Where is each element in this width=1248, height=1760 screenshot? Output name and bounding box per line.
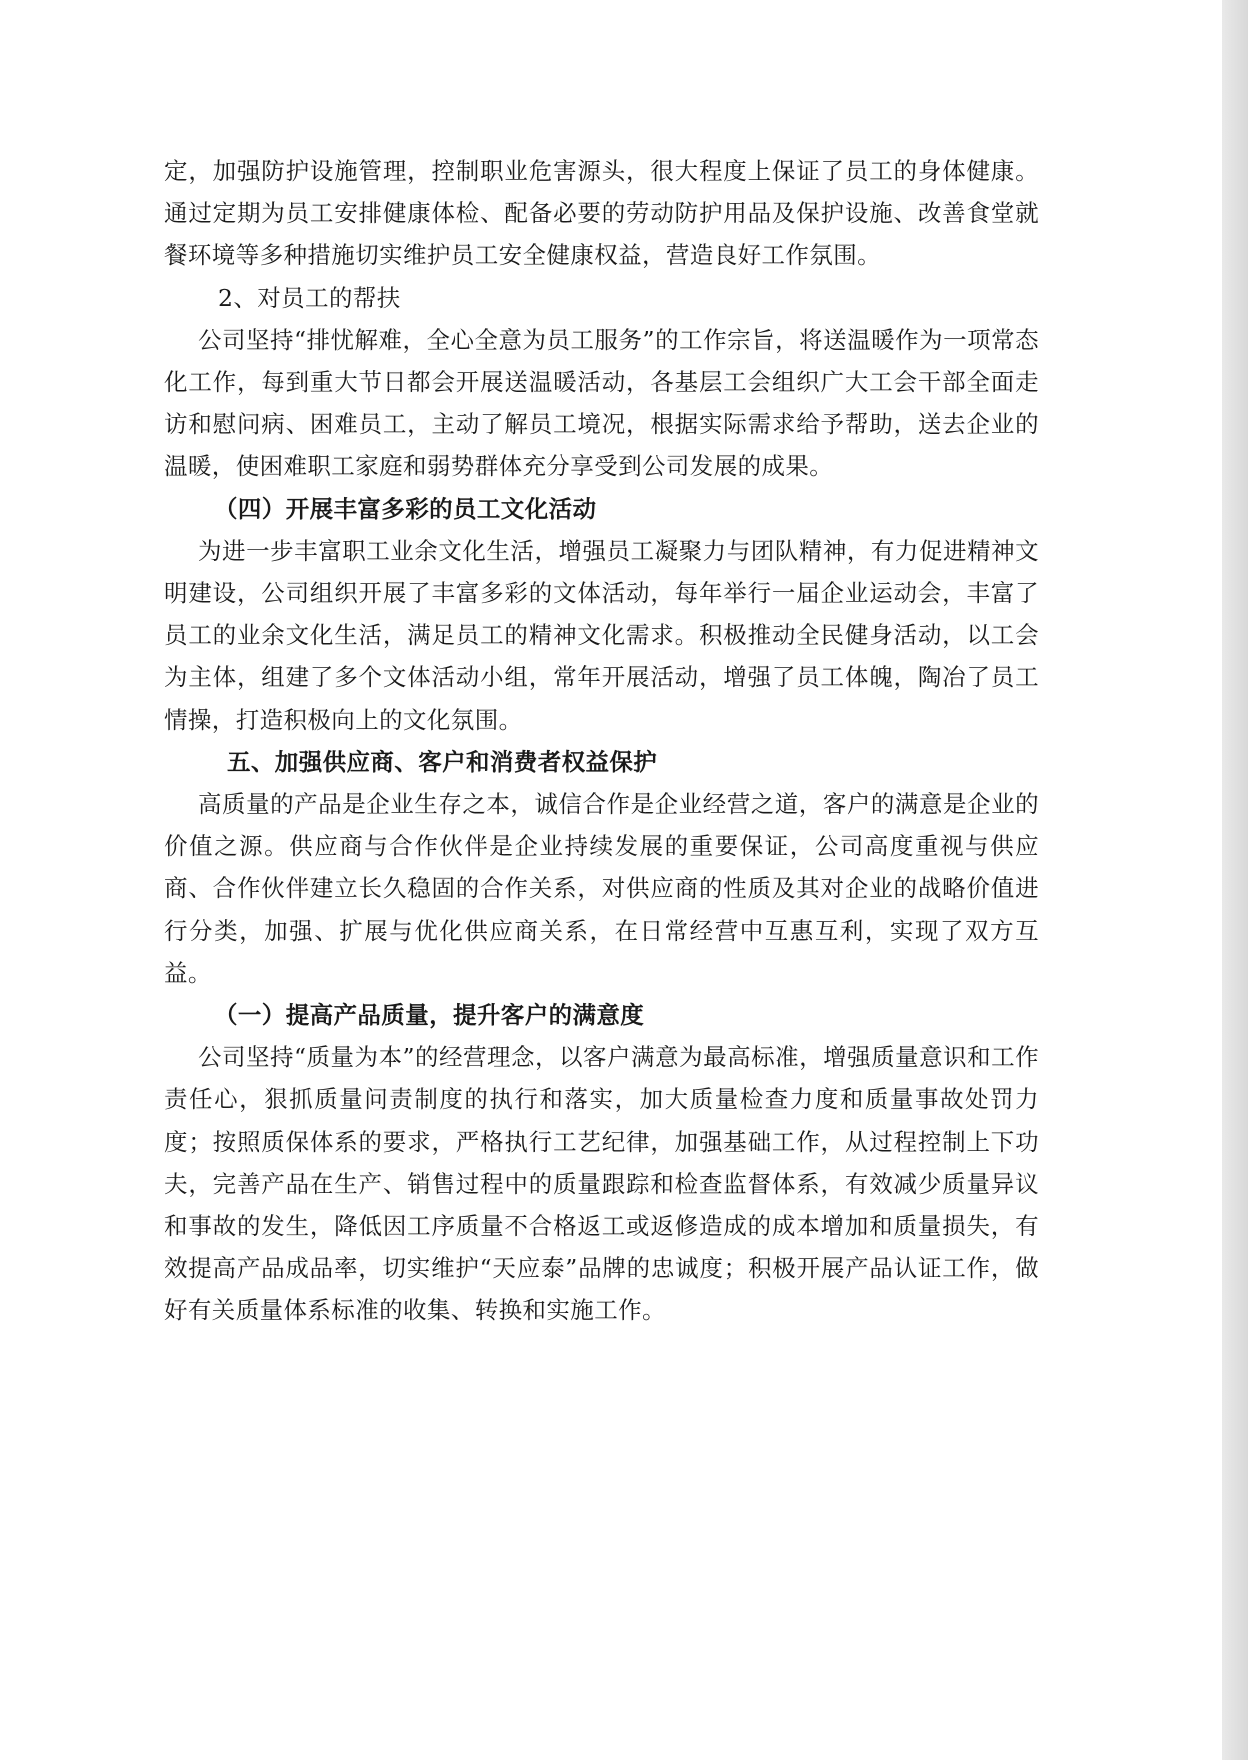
document-body	[164, 150, 1039, 1332]
paragraph-product-quality: 公司坚持“质量为本”的经营理念，以客户满意为最高标准，增强质量意识和工作责任心，狠抓质量问责制度的执行和落实，加大质量检查力度和质量事故处罚力度；按照质保体系的要求，严格执行工艺纪律，加强基础工作，从过程控制上下功夫，完善产品在生产、销售过程中的质量跟踪和检查监督体系，有效减少质量异议和事故的发生，降低因工序质量不合格返工或返修造成的成本增加和质量损失，有效提高产品成品率，切实维护“天应泰”品牌的忠诚度；积极开展产品认证工作，做好有关质量体系标准的收集、转换和实施工作。	[164, 1043, 1039, 1325]
paragraph-stakeholder-protection: 高质量的产品是企业生存之本，诚信合作是企业经营之道，客户的满意是企业的价值之源。供应商与合作伙伴是企业持续发展的重要保证，公司高度重视与供应商、合作伙伴建立长久稳固的合作关系，对供应商的性质及其对企业的战略价值进行分类，加强、扩展与优化供应商关系，在日常经营中互惠互利，实现了双方互益。	[164, 790, 1039, 987]
paragraph-cultural-activities: 为进一步丰富职工业余文化生活，增强员工凝聚力与团队精神，有力促进精神文明建设，公司组织开展了丰富多彩的文体活动，每年举行一届企业运动会，丰富了员工的业余文化生活，满足员工的精神文化需求。积极推动全民健身活动，以工会为主体，组建了多个文体活动小组，常年开展活动，增强了员工体魄，陶冶了员工情操，打造积极向上的文化氛围。	[164, 536, 1039, 734]
section-heading-stakeholder-protection: 五、加强供应商、客户和消费者权益保护	[227, 747, 658, 776]
subheading-cultural-activities: （四）开展丰富多彩的员工文化活动	[214, 494, 597, 523]
scan-edge-shadow	[1222, 0, 1248, 1760]
paragraph-health-continuation: 定，加强防护设施管理，控制职业危害源头，很大程度上保证了员工的身体健康。通过定期为员工安排健康体检、配备必要的劳动防护用品及保护设施、改善食堂就餐环境等多种措施切实维护员工安全健康权益，营造良好工作氛围。	[164, 157, 1039, 270]
list-item-employee-assistance: 2、对员工的帮扶	[218, 283, 401, 312]
paragraph-employee-assistance: 公司坚持“排忧解难，全心全意为员工服务”的工作宗旨，将送温暖作为一项常态化工作，每到重大节日都会开展送温暖活动，各基层工会组织广大工会干部全面走访和慰问病、困难员工，主动了解员工境况，根据实际需求给予帮助，送去企业的温暖，使困难职工家庭和弱势群体充分享受到公司发展的成果。	[164, 325, 1039, 481]
subheading-product-quality: （一）提高产品质量，提升客户的满意度	[214, 1001, 645, 1030]
